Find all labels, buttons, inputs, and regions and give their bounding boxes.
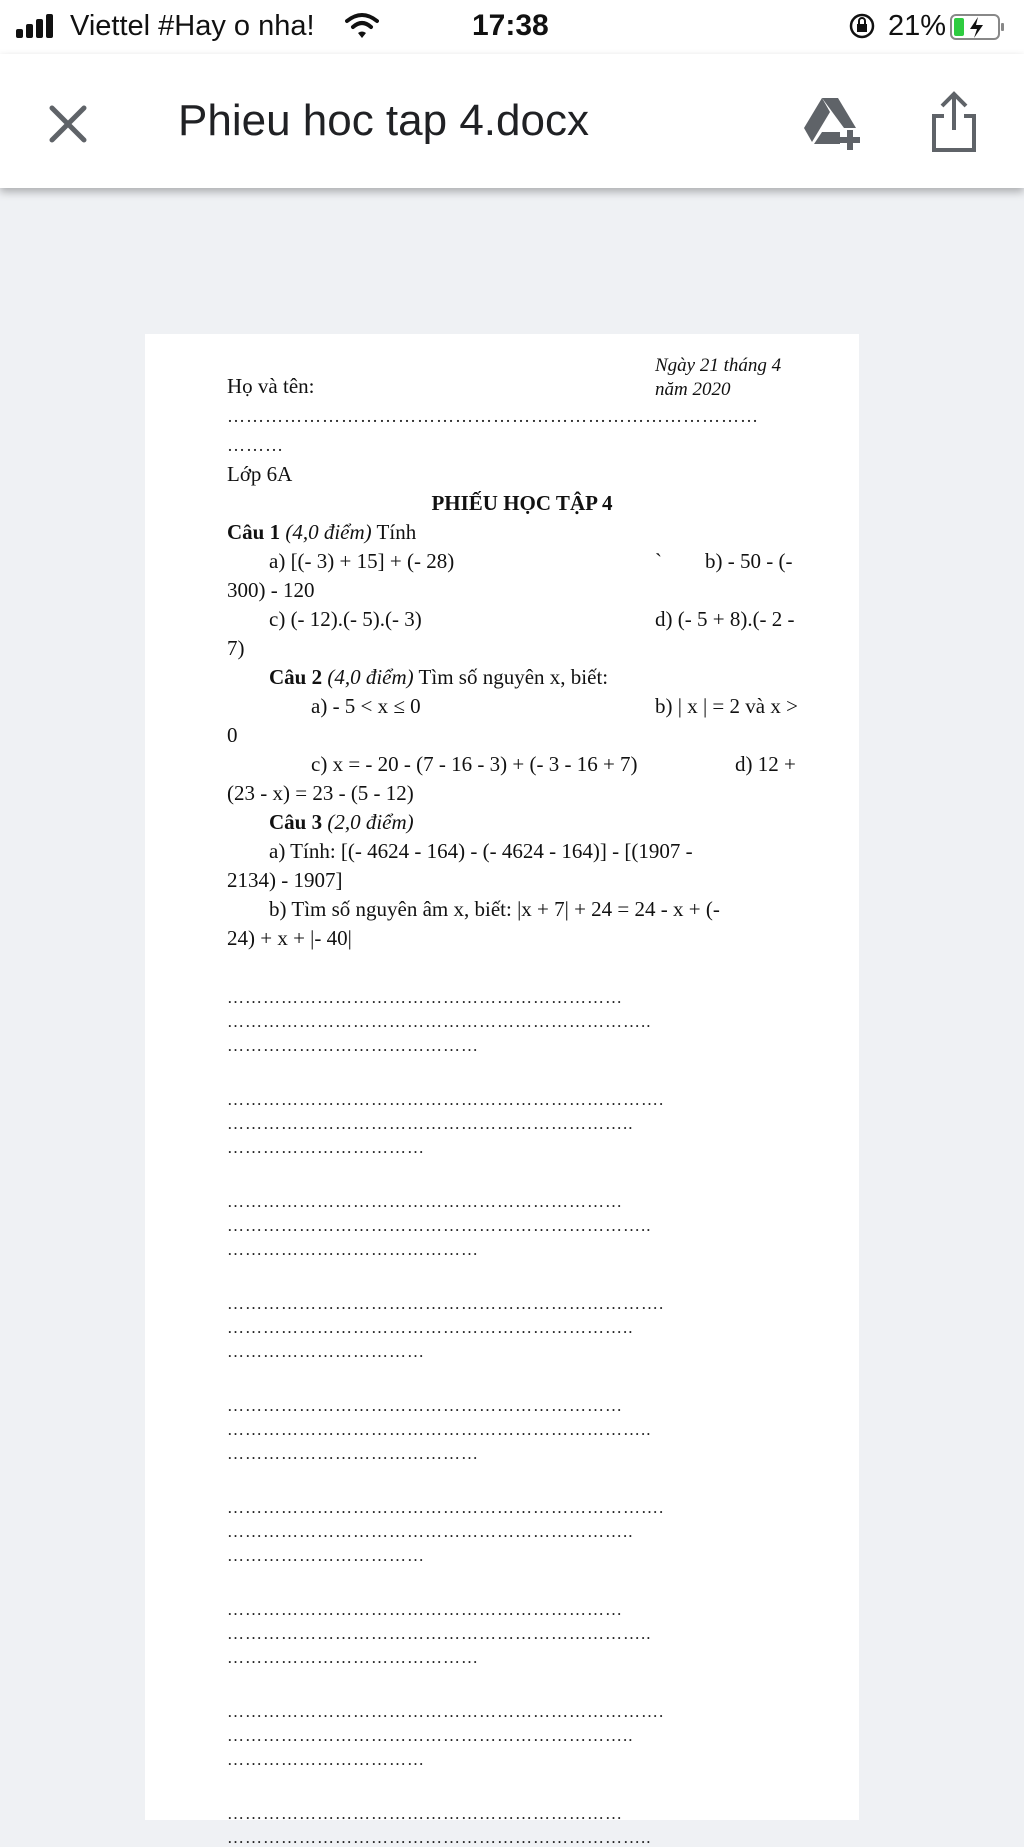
answer-dots: ……………………………………: [227, 1036, 479, 1055]
answer-dots: ……………………………………………………………..: [227, 1216, 652, 1235]
date-box: [655, 354, 825, 402]
answer-dots: ……………………………………………………………….: [227, 1090, 665, 1109]
q2-instruction: Tìm số nguyên x, biết:: [418, 665, 609, 689]
q3-b-end: 24) + x + |- 40|: [227, 926, 352, 950]
signal-strength-icon: [16, 14, 58, 38]
document-title: Phieu hoc tap 4.docx: [178, 96, 589, 145]
q1-label: Câu 1: [227, 520, 281, 544]
q1-c: c) (- 12).(- 5).(- 3): [269, 607, 422, 631]
q1-row-ab: [227, 547, 817, 576]
answer-dots: …………………………………………………………: [227, 1396, 623, 1415]
q1-d-start: d) (- 5 + 8).(- 2 -: [655, 607, 795, 631]
answer-dots: ……………………………………………………………….: [227, 1498, 665, 1517]
question-3-header: [227, 808, 817, 837]
answer-dots: ……………………………………………………………….: [227, 1294, 665, 1313]
q1-d-end: 7): [227, 636, 245, 660]
rotation-lock-icon: [848, 12, 876, 40]
answer-dots: ……………………………………: [227, 1648, 479, 1667]
name-dots-continued: ………: [227, 435, 284, 455]
answer-dots: …………………………………………………………: [227, 1600, 623, 1619]
battery-percentage: 21%: [888, 10, 947, 42]
q2-d-start: d) 12 +: [735, 752, 796, 776]
answer-dots: ……………………………………………………………..: [227, 1624, 652, 1643]
q2-row-ab: [227, 692, 817, 721]
q1-tick: `: [655, 549, 662, 573]
answer-dots: ……………………………: [227, 1750, 425, 1769]
answer-dots: …………………………………………………………..: [227, 1114, 634, 1133]
q1-b-end: 300) - 120: [227, 578, 315, 602]
date-line-2: năm 2020: [655, 379, 731, 400]
document-page[interactable]: [145, 334, 859, 1847]
carrier-name: Viettel #Hay o nha!: [70, 10, 315, 42]
answer-dots: ……………………………………: [227, 1240, 479, 1259]
q2-b-end: 0: [227, 723, 238, 747]
status-bar: [0, 0, 1024, 54]
answer-dots: ……………………………………………………………..: [227, 1420, 652, 1439]
battery-charging-icon: [950, 13, 1006, 41]
q1-row-cd: [227, 605, 817, 634]
q3-a-end: 2134) - 1907]: [227, 868, 343, 892]
answer-dots: ……………………………: [227, 1138, 425, 1157]
date-line-1: Ngày 21 tháng 4: [655, 355, 782, 376]
q2-c: c) x = - 20 - (7 - 16 - 3) + (- 3 - 16 + 7): [311, 752, 638, 776]
q2-b-start: b) | x | = 2 và x >: [655, 694, 798, 718]
q2-label: Câu 2: [269, 665, 323, 689]
name-dots: …………………………………………………………………………: [227, 406, 759, 426]
answer-dots: …………………………………………………………..: [227, 1522, 634, 1541]
class-label: Lớp 6A: [227, 462, 293, 486]
q2-row-cd: [227, 750, 817, 779]
answer-dots: ……………………………: [227, 1546, 425, 1565]
wifi-icon: [345, 12, 379, 40]
q2-d-end: (23 - x) = 23 - (5 - 12): [227, 781, 414, 805]
app-bar: [0, 54, 1024, 188]
answer-dots: ……………………………………: [227, 1444, 479, 1463]
worksheet-heading: PHIẾU HỌC TẬP 4: [431, 491, 613, 515]
q1-instruction: Tính: [376, 520, 417, 544]
document-content: [227, 354, 817, 1847]
question-2-header: [227, 663, 817, 692]
answer-dots: …………………………………………………………..: [227, 1726, 634, 1745]
q1-a: a) [(- 3) + 15] + (- 28): [269, 549, 455, 573]
q1-points: (4,0 điểm): [285, 520, 372, 544]
answer-dots: ……………………………………………………………….: [227, 1702, 665, 1721]
answer-dots: ……………………………………………………………..: [227, 1012, 652, 1031]
answer-dots: …………………………………………………………: [227, 1804, 623, 1823]
q3-a-start: a) Tính: [(- 4624 - 164) - (- 4624 - 164)] - [(1907 -: [269, 839, 693, 863]
q3-points: (2,0 điểm): [327, 810, 414, 834]
name-label: Họ và tên:: [227, 374, 315, 398]
question-1-header: [227, 518, 817, 547]
answer-area: [227, 983, 817, 1847]
q1-b-start: b) - 50 - (-: [705, 549, 793, 573]
q3-label: Câu 3: [269, 810, 323, 834]
answer-dots: …………………………………………………………: [227, 1192, 623, 1211]
add-to-drive-button[interactable]: [800, 90, 864, 154]
q2-points: (4,0 điểm): [327, 665, 414, 689]
clock: 17:38: [472, 9, 549, 42]
answer-dots: …………………………………………………………..: [227, 1318, 634, 1337]
answer-dots: ……………………………: [227, 1342, 425, 1361]
q3-b-start: b) Tìm số nguyên âm x, biết: |x + 7| + 24 = 24 - x + (-: [269, 897, 720, 921]
q2-a: a) - 5 < x ≤ 0: [311, 694, 421, 718]
share-button[interactable]: [926, 90, 982, 154]
answer-dots: ……………………………………………………………..: [227, 1828, 652, 1847]
answer-dots: …………………………………………………………: [227, 988, 623, 1007]
close-button[interactable]: [40, 96, 96, 152]
